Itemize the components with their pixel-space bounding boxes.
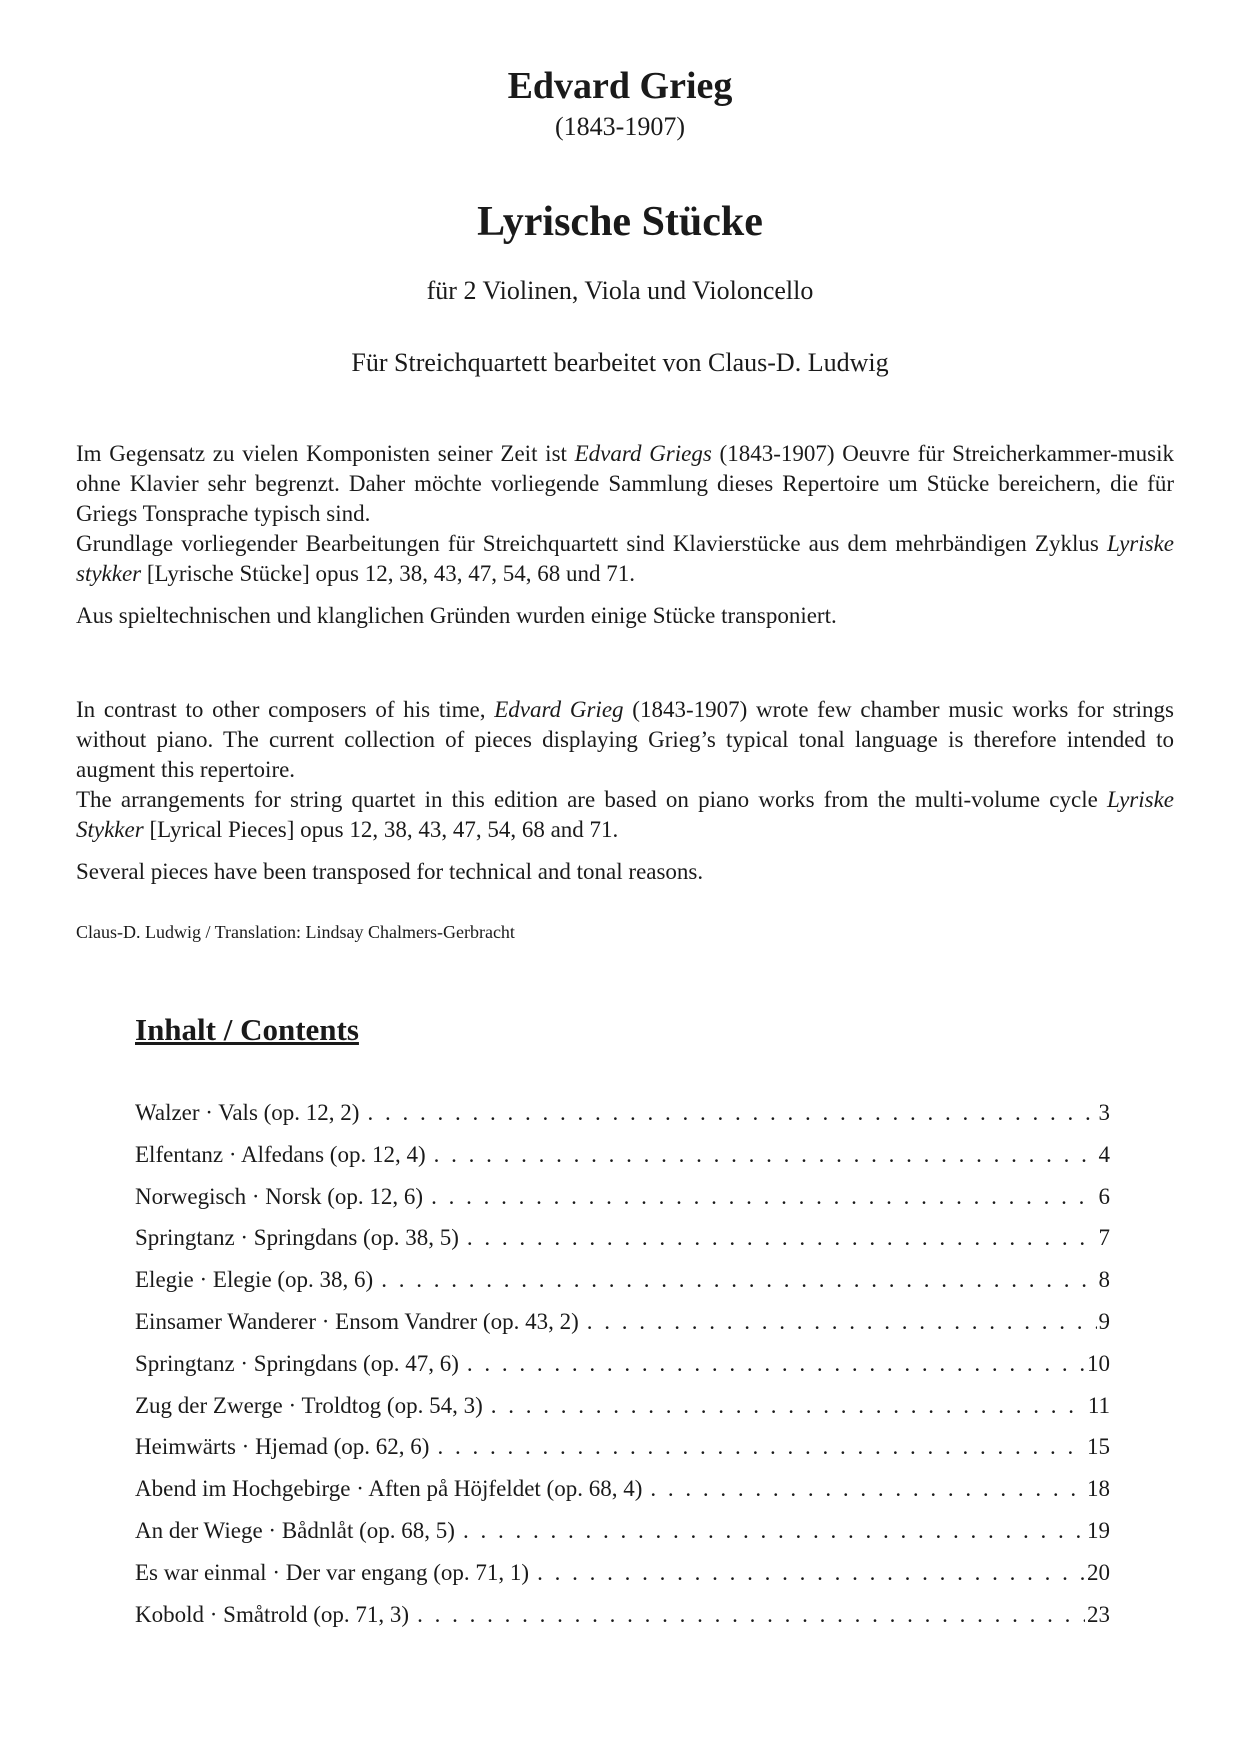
toc-entry <box>135 1225 1110 1267</box>
toc-entry-title: Walzer · Vals (op. 12, 2) <box>135 1100 360 1125</box>
toc-dot-leader <box>367 1100 1096 1126</box>
table-of-contents <box>135 1100 1110 1643</box>
toc-entry-page: 8 <box>1098 1267 1110 1293</box>
text-span: (1843-1907) wrote few chamber music works for strings without piano. The current collection of pieces displaying Grieg’s typical tonal language is therefore intended to augment this repertoire. <box>76 697 1174 782</box>
toc-dot-leader <box>417 1602 1085 1628</box>
composer-dates: (1843-1907) <box>555 112 685 141</box>
toc-entry-page: 18 <box>1087 1476 1110 1502</box>
english-introduction <box>76 695 1174 887</box>
toc-entry <box>135 1100 1110 1142</box>
toc-entry <box>135 1518 1110 1560</box>
toc-entry-title: Elegie · Elegie (op. 38, 6) <box>135 1267 374 1293</box>
toc-dot-leader <box>463 1518 1085 1544</box>
contents-heading: Inhalt / Contents <box>135 1012 359 1047</box>
toc-dot-leader <box>491 1393 1086 1419</box>
toc-entry-page: 11 <box>1087 1392 1110 1418</box>
toc-dot-leader <box>650 1476 1085 1502</box>
instrumentation: für 2 Violinen, Viola und Violoncello <box>426 276 814 305</box>
english-paragraph-3: Several pieces have been transposed for technical and tonal reasons. <box>76 859 704 884</box>
toc-entry-page: 6 <box>1098 1183 1110 1209</box>
toc-dot-leader <box>431 1184 1096 1210</box>
composer-emphasis: Edvard Grieg <box>494 697 624 722</box>
toc-entry-page: 9 <box>1098 1308 1110 1334</box>
toc-entry <box>135 1434 1110 1476</box>
cycle-title-emphasis: Lyriske Stykker <box>76 787 1174 842</box>
toc-dot-leader <box>381 1267 1096 1293</box>
toc-entry <box>135 1309 1110 1351</box>
text-span: The arrangements for string quartet in this edition are based on piano works from the multi-volume cycle <box>76 787 1107 812</box>
text-span: In contrast to other composers of his time, <box>76 697 495 722</box>
text-span: [Lyrische Stücke] opus 12, 38, 43, 47, 54, 68 und 71. <box>141 561 635 586</box>
toc-entry-page: 10 <box>1087 1350 1110 1376</box>
toc-dot-leader <box>467 1351 1085 1377</box>
work-title: Lyrische Stücke <box>477 199 763 245</box>
arranger-note: Für Streichquartett bearbeitet von Claus-D. Ludwig <box>351 348 889 377</box>
german-paragraph-3: Aus spieltechnischen und klanglichen Gründen wurden einige Stücke transponiert. <box>76 603 837 628</box>
toc-entry <box>135 1142 1110 1184</box>
toc-entry-page: 15 <box>1087 1434 1110 1460</box>
toc-entry-page: 20 <box>1087 1559 1110 1585</box>
german-introduction <box>76 439 1174 631</box>
english-paragraph-1 <box>76 695 1174 785</box>
text-span: [Lyrical Pieces] opus 12, 38, 43, 47, 54, 68 and 71. <box>143 817 619 842</box>
text-span: Im Gegensatz zu vielen Komponisten seiner Zeit ist <box>76 441 575 466</box>
toc-entry-title: Einsamer Wanderer · Ensom Vandrer (op. 43, 2) <box>135 1308 579 1334</box>
composer-name: Edvard Grieg <box>507 65 733 107</box>
toc-dot-leader <box>537 1560 1085 1586</box>
english-paragraph-2 <box>76 785 1174 845</box>
toc-entry <box>135 1267 1110 1309</box>
toc-dot-leader <box>587 1309 1097 1335</box>
toc-entry-title: Heimwärts · Hjemad (op. 62, 6) <box>135 1434 430 1460</box>
toc-entry-title: Abend im Hochgebirge · Aften på Höjfeldet (op. 68, 4) <box>135 1476 643 1502</box>
toc-entry-title: Norwegisch · Norsk (op. 12, 6) <box>135 1183 424 1209</box>
cycle-title-emphasis: Lyriske stykker <box>76 531 1174 586</box>
toc-dot-leader <box>437 1434 1085 1460</box>
credit-line: Claus-D. Ludwig / Translation: Lindsay Chalmers-Gerbracht <box>76 922 515 942</box>
toc-entry-title: Zug der Zwerge · Troldtog (op. 54, 3) <box>135 1392 483 1418</box>
toc-entry <box>135 1476 1110 1518</box>
composer-emphasis: Edvard Griegs <box>574 441 712 466</box>
toc-entry <box>135 1184 1110 1226</box>
german-paragraph-1 <box>76 439 1174 529</box>
toc-entry-title: Kobold · Småtrold (op. 71, 3) <box>135 1601 410 1627</box>
toc-entry-title: Springtanz · Springdans (op. 38, 5) <box>135 1225 459 1251</box>
text-span: (1843-1907) Oeuvre für Streicherkammer-musik ohne Klavier sehr begrenzt. Daher möchte vorliegende Sammlung dieses Repertoire um Stücke bereichern, die für Griegs Tonsprache typisch sind. <box>76 441 1174 526</box>
toc-entry <box>135 1351 1110 1393</box>
german-paragraph-2 <box>76 529 1174 589</box>
toc-dot-leader <box>467 1225 1097 1251</box>
toc-entry-page: 23 <box>1087 1601 1110 1627</box>
toc-entry-page: 19 <box>1087 1517 1110 1543</box>
toc-entry <box>135 1560 1110 1602</box>
toc-entry <box>135 1393 1110 1435</box>
toc-entry-title: Elfentanz · Alfedans (op. 12, 4) <box>135 1141 426 1167</box>
toc-entry-title: An der Wiege · Bådnlåt (op. 68, 5) <box>135 1517 455 1543</box>
text-span: Grundlage vorliegender Bearbeitungen für Streichquartett sind Klavierstücke aus dem mehrbändigen Zyklus <box>76 531 1107 556</box>
toc-dot-leader <box>434 1142 1097 1168</box>
toc-entry-title: Springtanz · Springdans (op. 47, 6) <box>135 1350 459 1376</box>
toc-entry-title: Es war einmal · Der var engang (op. 71, 1) <box>135 1559 530 1585</box>
toc-entry <box>135 1602 1110 1644</box>
toc-entry-page: 7 <box>1098 1225 1110 1251</box>
toc-entry-page: 4 <box>1098 1141 1110 1167</box>
toc-entry-page: 3 <box>1098 1100 1110 1125</box>
